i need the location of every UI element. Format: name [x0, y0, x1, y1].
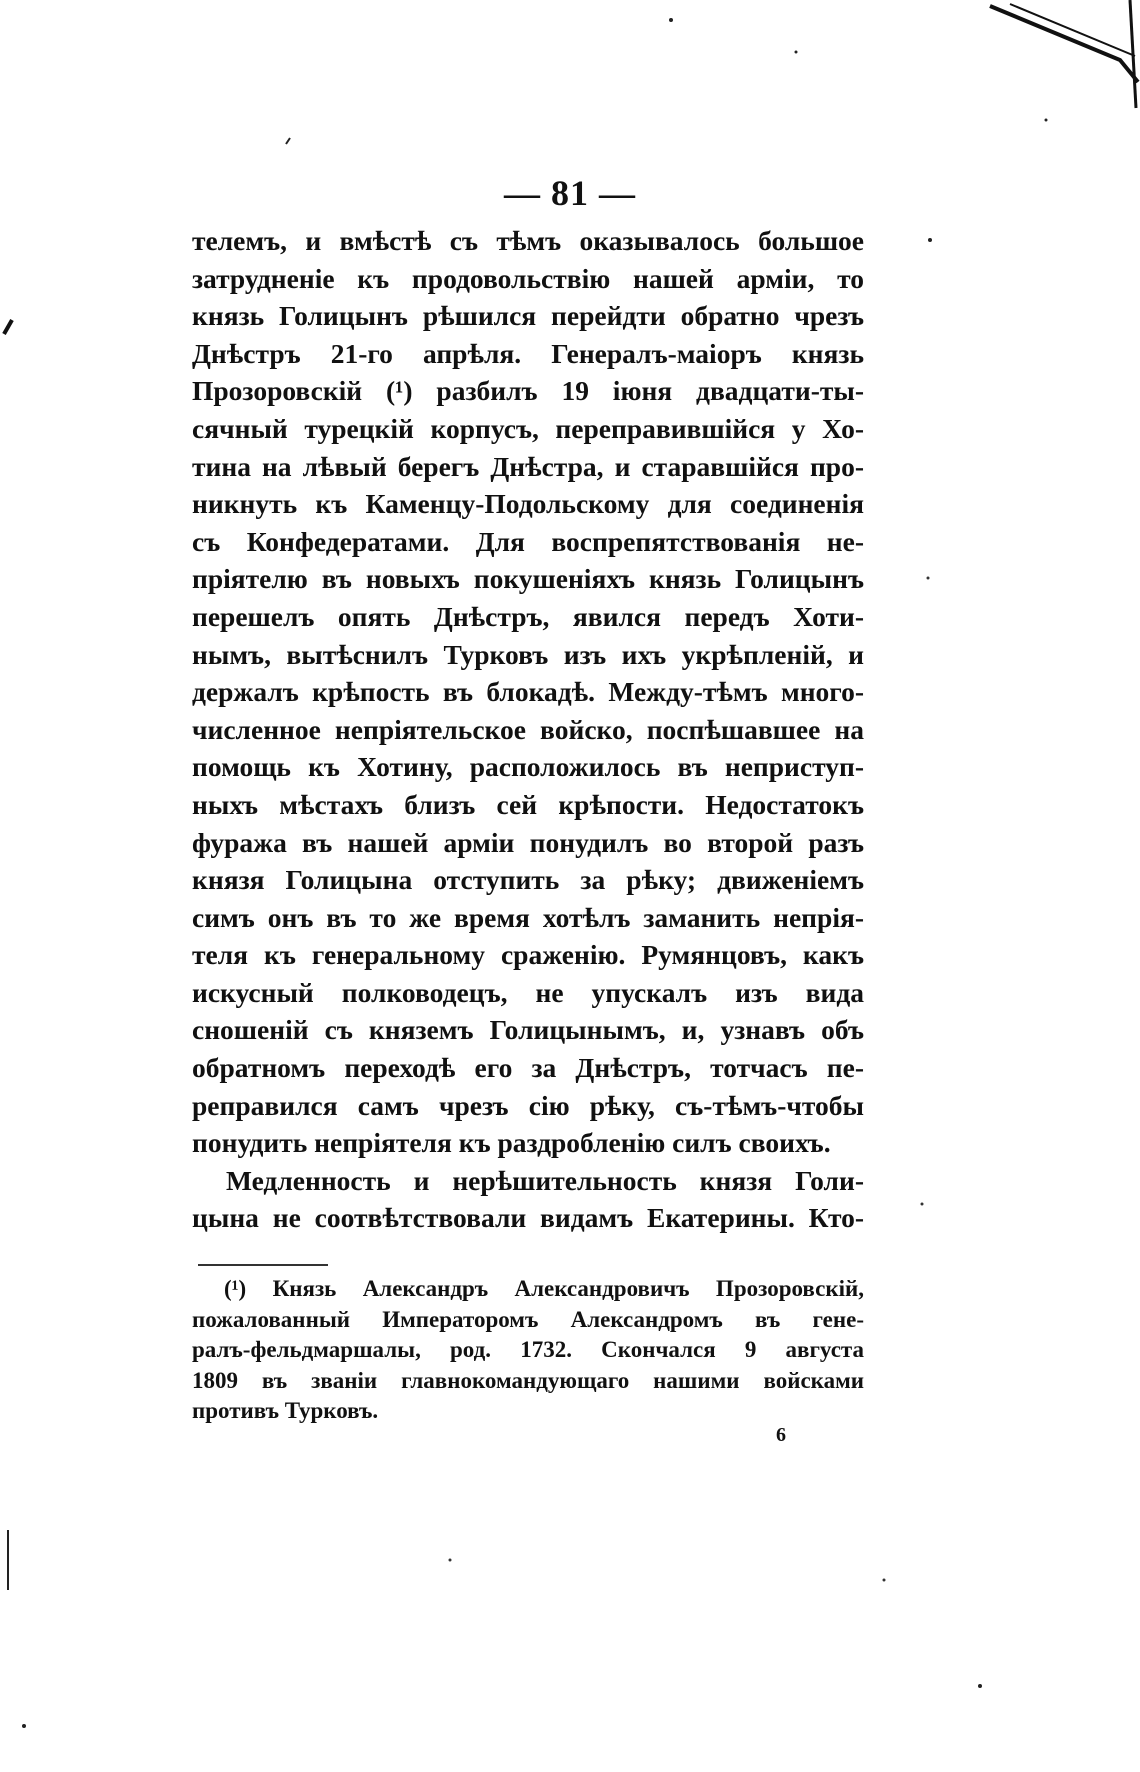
text-line: съ Конфедератами. Для воспрепятствованія не- [192, 525, 864, 557]
page-number: — 81 — [504, 173, 636, 213]
text-line: князя Голицына отступить за рѣку; движеніемъ [192, 864, 864, 896]
footnote-line: ралъ-фельдмаршалы, род. 1732. Скончался 9 августа [192, 1337, 864, 1362]
text-line: тина на лѣвый берегъ Днѣстра, и старавшійся про- [192, 450, 864, 482]
signature-mark: 6 [776, 1424, 786, 1446]
footnote-line: (¹) Князь Александръ Александровичъ Прозоровскій, [224, 1276, 864, 1301]
text-line: держалъ крѣпость въ блокадѣ. Между-тѣмъ много- [192, 676, 864, 708]
text-line: фуража въ нашей арміи понудилъ во второй разъ [192, 826, 864, 858]
text-line: сячный турецкій корпусъ, переправившійся у Хо- [192, 412, 864, 444]
text-line: телемъ, и вмѣстѣ съ тѣмъ оказывалось большое [192, 225, 864, 256]
text-line: пріятелю въ новыхъ покушеніяхъ князь Голицынъ [192, 563, 864, 595]
text-line: обратномъ переходѣ его за Днѣстръ, тотчасъ пе- [192, 1052, 864, 1084]
footnote-line: 1809 въ званіи главнокомандующаго нашими войсками [192, 1367, 864, 1393]
text-line: численное непріятельское войско, поспѣшавшее на [192, 713, 864, 745]
text-line: князь Голицынъ рѣшился перейдти обратно чрезъ [192, 300, 864, 332]
text-line: цына не соотвѣтствовали видамъ Екатерины. Кто- [192, 1202, 864, 1234]
text-line: реправился самъ чрезъ сію рѣку, съ-тѣмъ-чтобы [192, 1089, 864, 1121]
text-line: помощь къ Хотину, расположилось въ неприступ- [192, 751, 864, 783]
paragraph-first-line: Медленность и нерѣшительность князя Голи- [226, 1164, 864, 1196]
text-line: ныхъ мѣстахъ близъ сей крѣпости. Недостатокъ [192, 788, 864, 820]
text-line: затрудненіе къ продовольствію нашей арміи, то [192, 262, 864, 294]
text-line: никнуть къ Каменцу-Подольскому для соединенія [192, 488, 864, 520]
text-line: нымъ, вытѣснилъ Турковъ изъ ихъ укрѣпленій, и [192, 638, 864, 670]
text-line: понудить непріятеля къ раздробленію силъ своихъ. [192, 1127, 831, 1159]
text-line: искусный полководецъ, не упускалъ изъ вида [192, 976, 864, 1008]
text-line: сношеній съ княземъ Голицынымъ, и, узнавъ объ [192, 1014, 864, 1046]
footnote-line: противъ Турковъ. [192, 1398, 379, 1423]
footnote-line: пожалованный Императоромъ Александромъ въ гене- [192, 1306, 864, 1332]
text-line: теля къ генеральному сраженію. Румянцовъ, какъ [192, 939, 864, 971]
text-line: симъ онъ въ то же время хотѣлъ заманить непрія- [192, 901, 864, 933]
text-line: перешелъ опять Днѣстръ, явился передъ Хоти- [192, 600, 864, 632]
text-line: Прозоровскій (¹) разбилъ 19 іюня двадцати-ты- [192, 375, 864, 407]
text-line: Днѣстръ 21-го апрѣля. Генералъ-маіоръ князь [192, 337, 864, 369]
